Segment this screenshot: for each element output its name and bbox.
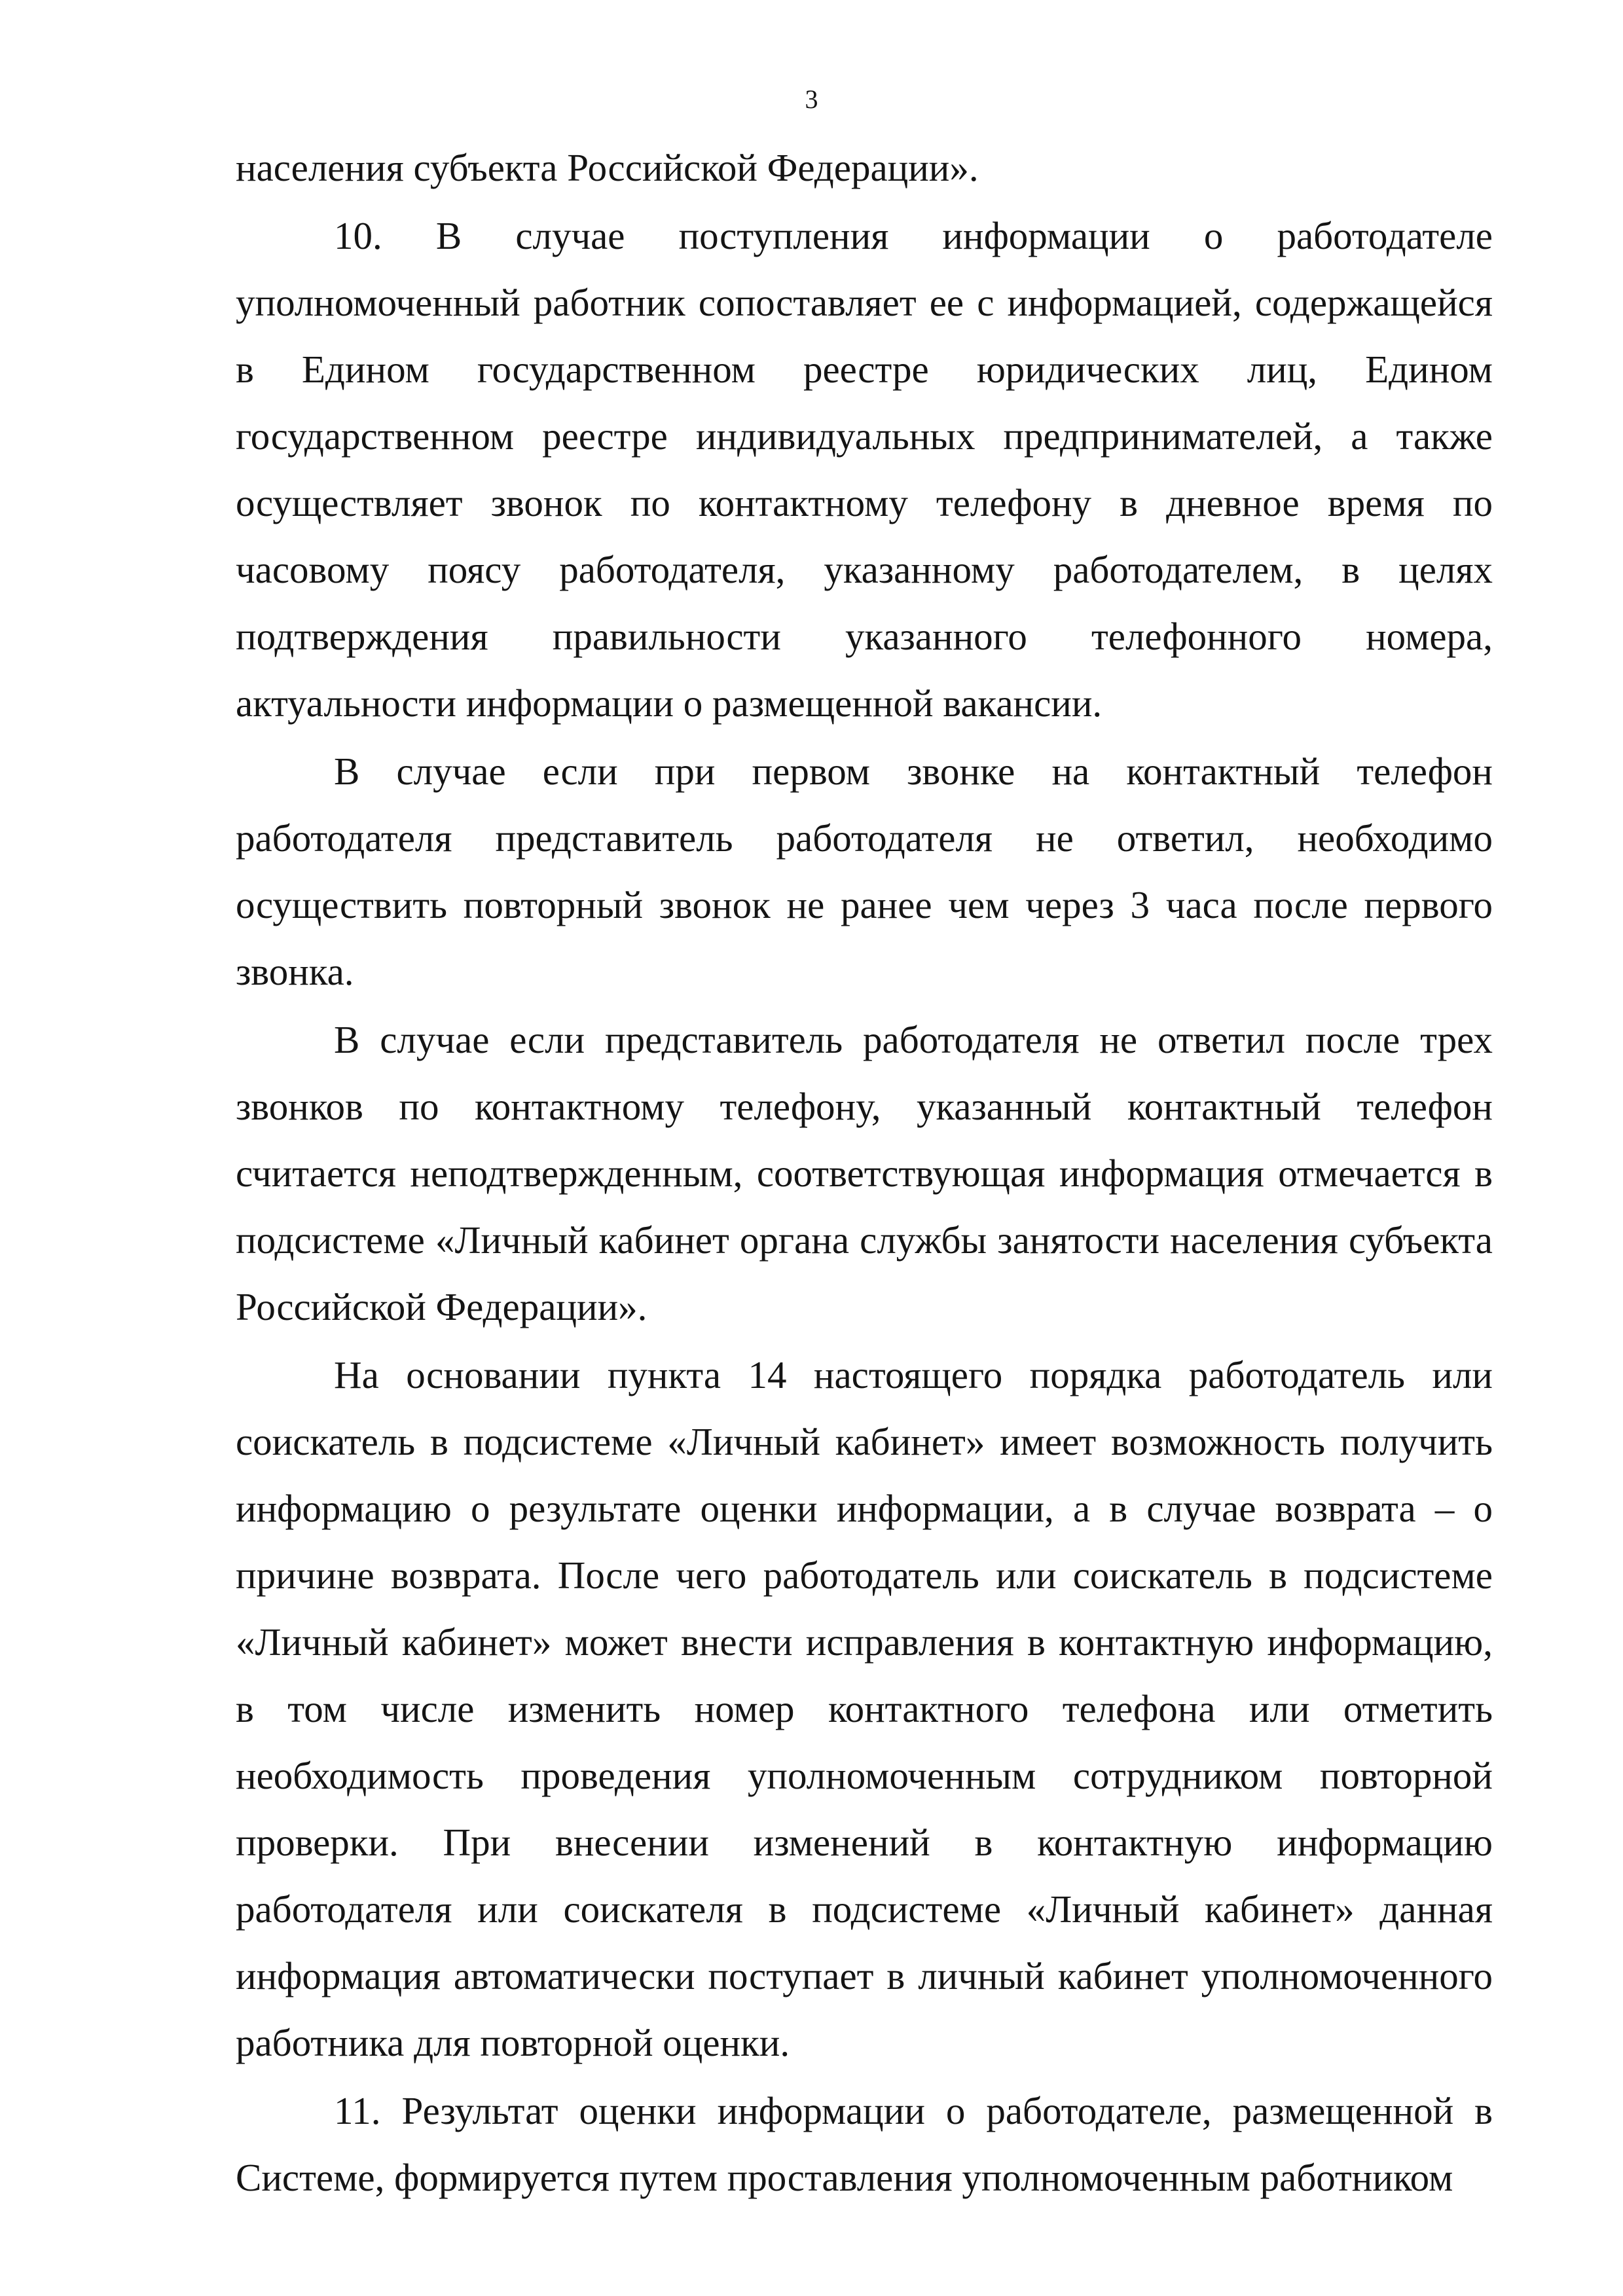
paragraph-corrections: На основании пункта 14 настоящего порядка работодатель или соискатель в подсистеме «Личный кабинет» имеет возможность получить информацию о результате оценки информации, а в случае возврата – о причине возврата. После чего работодатель или соискатель в подсистеме «Личный кабинет» может внести исправления в контактную информацию, в том числе изменить номер контактного телефона или отметить необходимость проведения уполномоченным сотрудником повторной проверки. При внесении изменений в контактную информацию работодателя или соискателя в подсистеме «Личный кабинет» данная информация автоматически поступает в личный кабинет уполномоченного работника для повторной оценки. [236,1353,1493,2064]
paragraph-item-10: 10. В случае поступления информации о работодателе уполномоченный работник сопоставляет ее с информацией, содержащейся в Едином государственном реестре юридических лиц, Едином государственном реестре индивидуальных предпринимателей, а также осуществляет звонок по контактному телефону в дневное время по часовому поясу работодателя, указанному работодателем, в целях подтверждения правильности указанного телефонного номера, актуальности информации о размещенной вакансии. [236,214,1493,725]
paragraph-item-11: 11. Результат оценки информации о работодателе, размещенной в Системе, формируется путем проставления уполномоченным работником [236,2089,1493,2199]
paragraph-unconfirmed-phone: В случае если представитель работодателя не ответил после трех звонков по контактному телефону, указанный контактный телефон считается неподтвержденным, соответствующая информация отмечается в подсистеме «Личный кабинет органа службы занятости населения субъекта Российской Федерации». [236,1018,1493,1328]
document-body [236,134,1493,2211]
page-number: 3 [805,84,818,114]
paragraph-continuation: населения субъекта Российской Федерации». [236,146,979,189]
paragraph-repeat-call: В случае если при первом звонке на контактный телефон работодателя представитель работодателя не ответил, необходимо осуществить повторный звонок не ранее чем через 3 часа после первого звонка. [236,750,1493,993]
